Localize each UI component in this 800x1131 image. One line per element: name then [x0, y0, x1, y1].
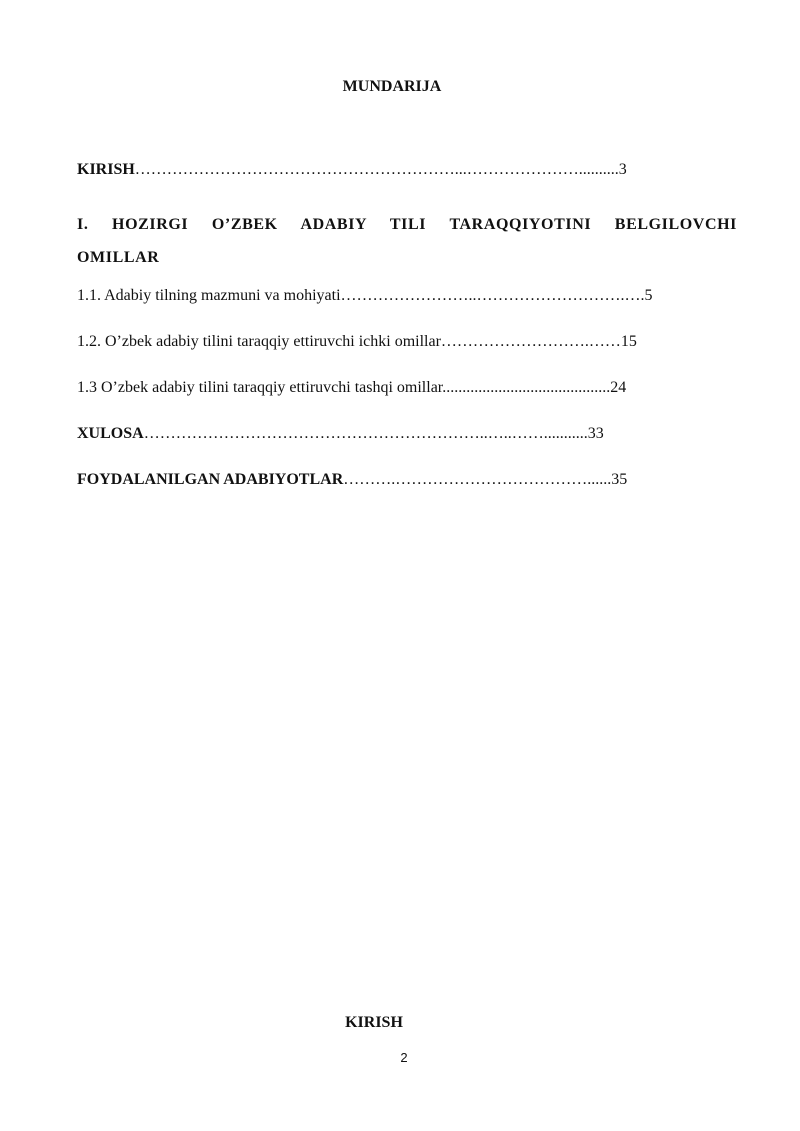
toc-entry-1-3[interactable] — [77, 378, 737, 398]
toc-leader-dots: ……………………………………………………...………………….......... — [134, 161, 619, 178]
toc-entry-adabiyotlar[interactable] — [77, 470, 737, 490]
toc-page-number: 33 — [587, 425, 604, 442]
toc-entry-kirish[interactable] — [77, 160, 737, 180]
page-title: MUNDARIJA — [342, 78, 442, 95]
section-heading-kirish: KIRISH — [345, 1014, 403, 1031]
toc-leader-dots: ……….………………………………...... — [343, 471, 612, 488]
toc-entry-xulosa[interactable] — [77, 424, 737, 444]
toc-chapter-heading[interactable]: I. HOZIRGI O’ZBEK ADABIY TILI TARAQQIYOTINI BELGILOVCHI OMILLAR — [77, 216, 737, 266]
page-number: 2 — [400, 1050, 408, 1065]
toc-entry-1-1[interactable] — [77, 286, 737, 306]
toc-entry-label: XULOSA — [77, 425, 144, 442]
toc-leader-dots: .......................................... — [442, 379, 611, 396]
toc-page-number: 15 — [620, 333, 637, 350]
toc-entry-label: 1.2. O’zbek adabiy tilini taraqqiy ettiruvchi ichki omillar — [77, 333, 441, 350]
toc-leader-dots: ………………………………………………………..…..……........... — [143, 425, 588, 442]
toc-page-number: .5 — [640, 287, 653, 304]
toc-leader-dots: ……………………..……………………….… — [340, 287, 641, 304]
toc-entry-label: 1.3 O’zbek adabiy tilini taraqqiy ettiruvchi tashqi omillar — [77, 379, 443, 396]
toc-page-number: 35 — [611, 471, 628, 488]
toc-leader-dots: ……………………….…… — [440, 333, 621, 350]
toc-entry-1-2[interactable] — [77, 332, 737, 352]
toc-page-number: 3 — [618, 161, 627, 178]
toc-entry-label: FOYDALANILGAN ADABIYOTLAR — [77, 471, 344, 488]
toc-page-number: 24 — [610, 379, 627, 396]
toc-entry-label: 1.1. Adabiy tilning mazmuni va mohiyati — [77, 287, 341, 304]
toc-entry-label: KIRISH — [77, 161, 135, 178]
